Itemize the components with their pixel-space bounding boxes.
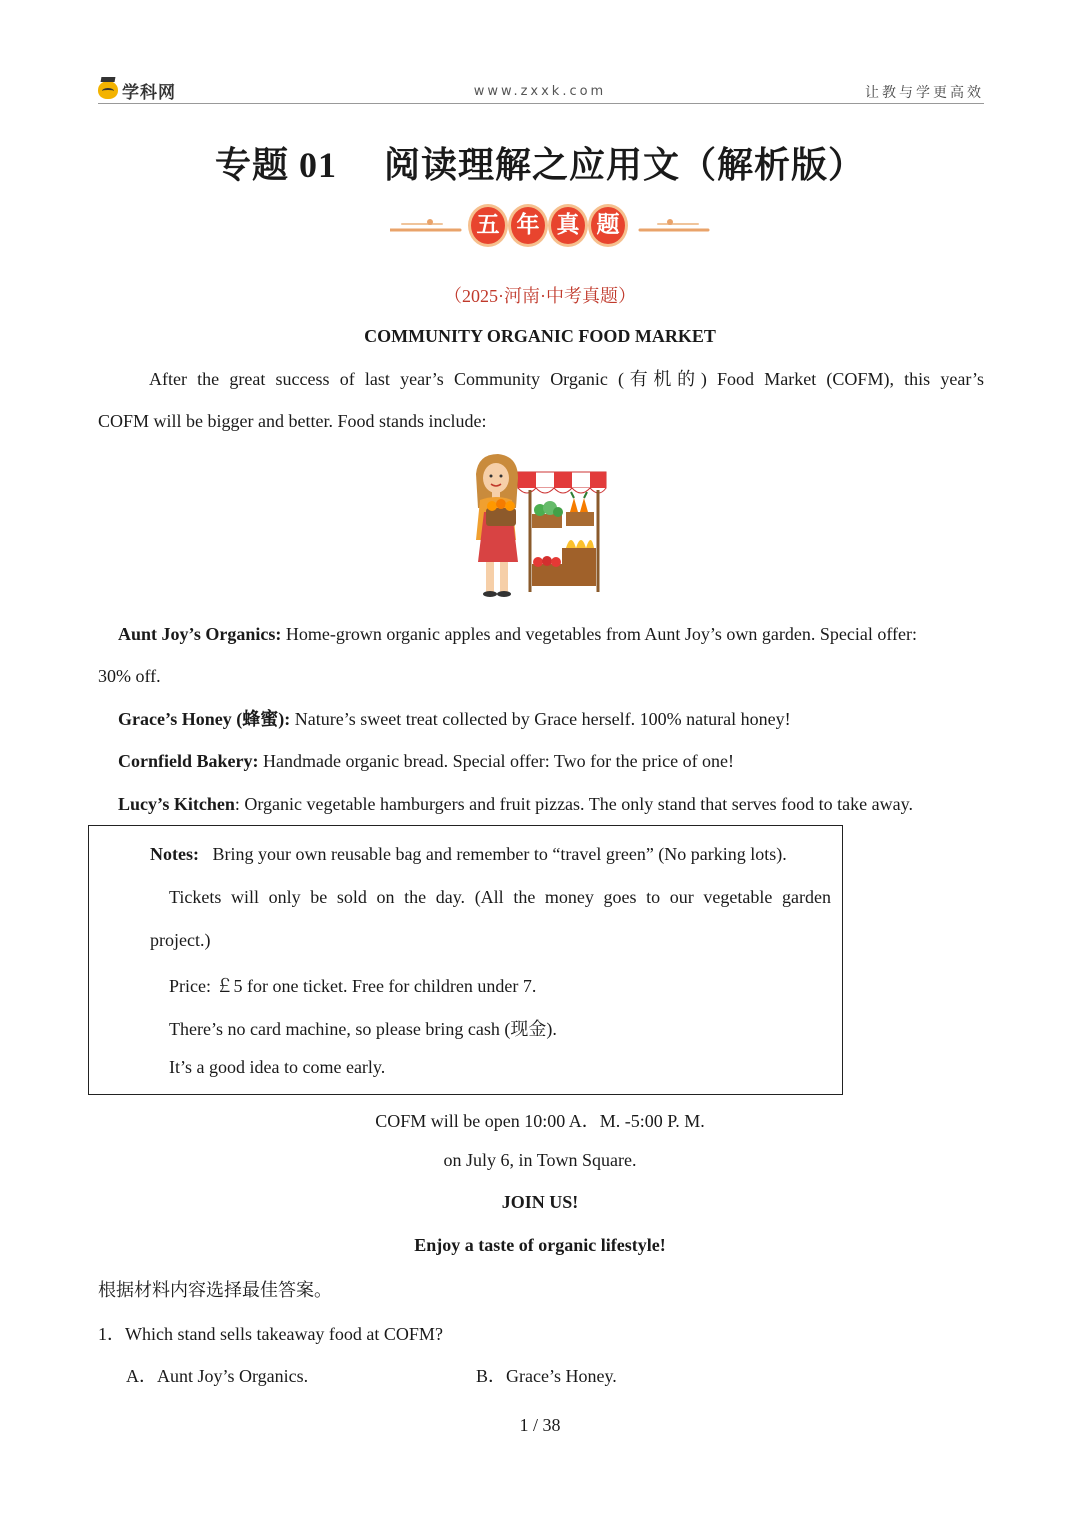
page-title: 专题 01 阅读理解之应用文（解析版） [214, 145, 865, 185]
enjoy-line: Enjoy a taste of organic lifestyle! [414, 1235, 666, 1255]
banner-char: 题 [588, 204, 628, 247]
notes-line-5: It’s a good idea to come early. [169, 1057, 386, 1077]
notes-line-4: There’s no card machine, so please bring cash (现金). [169, 1019, 557, 1039]
exam-source: （2025·河南·中考真题） [444, 286, 636, 306]
passage-heading: COMMUNITY ORGANIC FOOD MARKET [364, 326, 716, 346]
stand-text: Home-grown organic apples and vegetables from Aunt Joy’s own garden. Special offer: [281, 624, 918, 644]
header-slogan: 让教与学更高效 [865, 85, 984, 101]
banner-char: 年 [508, 204, 548, 247]
question-1 [98, 1320, 443, 1346]
notes-line-1 [150, 844, 787, 865]
notes-line-2: Tickets will only be sold on the day. (All the money goes to our vegetable garden [169, 887, 831, 907]
notes-line-3: Price: ￡5 for one ticket. Free for children under 7. [169, 976, 537, 996]
intro-paragraph [98, 358, 984, 442]
stand-name: Cornfield Bakery: [118, 751, 259, 771]
stand-text: Handmade organic bread. Special offer: Two for the price of one! [258, 751, 735, 771]
stand-cornfield-bakery [98, 740, 1004, 782]
owl-logo-icon [98, 81, 118, 99]
stand-text: Nature’s sweet treat collected by Grace herself. 100% natural honey! [290, 709, 791, 729]
stand-graces-honey [98, 698, 1004, 740]
stand-name: Aunt Joy’s Organics: [118, 624, 282, 644]
five-year-exam-banner [390, 204, 710, 252]
logo-text: 学科网 [122, 82, 176, 103]
instruction: 根据材料内容选择最佳答案。 [98, 1280, 332, 1300]
notes-box [88, 825, 843, 1095]
option-a [126, 1362, 308, 1388]
banner-char: 真 [548, 204, 588, 247]
header-divider [98, 103, 984, 104]
notes-line-2-cont: project.) [150, 930, 211, 950]
open-time: COFM will be open 10:00 A．M. -5:00 P. M. [375, 1111, 705, 1131]
question-text: Which stand sells takeaway food at COFM? [125, 1324, 443, 1344]
site-logo [98, 78, 176, 102]
stand-aunt-joys [98, 613, 984, 697]
stand-lucys-kitchen [98, 783, 984, 825]
notes-label: Notes: [150, 844, 199, 864]
intro-line-2: COFM will be bigger and better. Food stands include: [98, 411, 487, 431]
option-text: Aunt Joy’s Organics. [157, 1366, 309, 1386]
date-place: on July 6, in Town Square. [443, 1150, 637, 1170]
stand-name: Grace’s Honey (蜂蜜): [118, 709, 291, 729]
market-vendor-illustration [470, 452, 610, 600]
stand-text-cont: 30% off. [98, 666, 161, 686]
option-b [476, 1362, 617, 1388]
question-number: 1． [98, 1324, 125, 1344]
page-number: 1 / 38 [519, 1415, 561, 1435]
banner-char: 五 [468, 204, 508, 247]
stand-name: Lucy’s Kitchen [118, 794, 235, 814]
option-text: Grace’s Honey. [506, 1366, 617, 1386]
join-us: JOIN US! [501, 1192, 579, 1212]
stand-text: : Organic vegetable hamburgers and fruit pizzas. The only stand that serves food to take away. [234, 794, 913, 814]
header-url: www.zxxk.com [473, 84, 607, 99]
option-label: A． [126, 1366, 157, 1386]
intro-line-1: After the great success of last year’s Community Organic (有机的) Food Market (COFM), this year’s [149, 369, 984, 389]
notes-text: Bring your own reusable bag and remember to “travel green” (No parking lots). [212, 844, 787, 864]
option-label: B． [476, 1366, 507, 1386]
